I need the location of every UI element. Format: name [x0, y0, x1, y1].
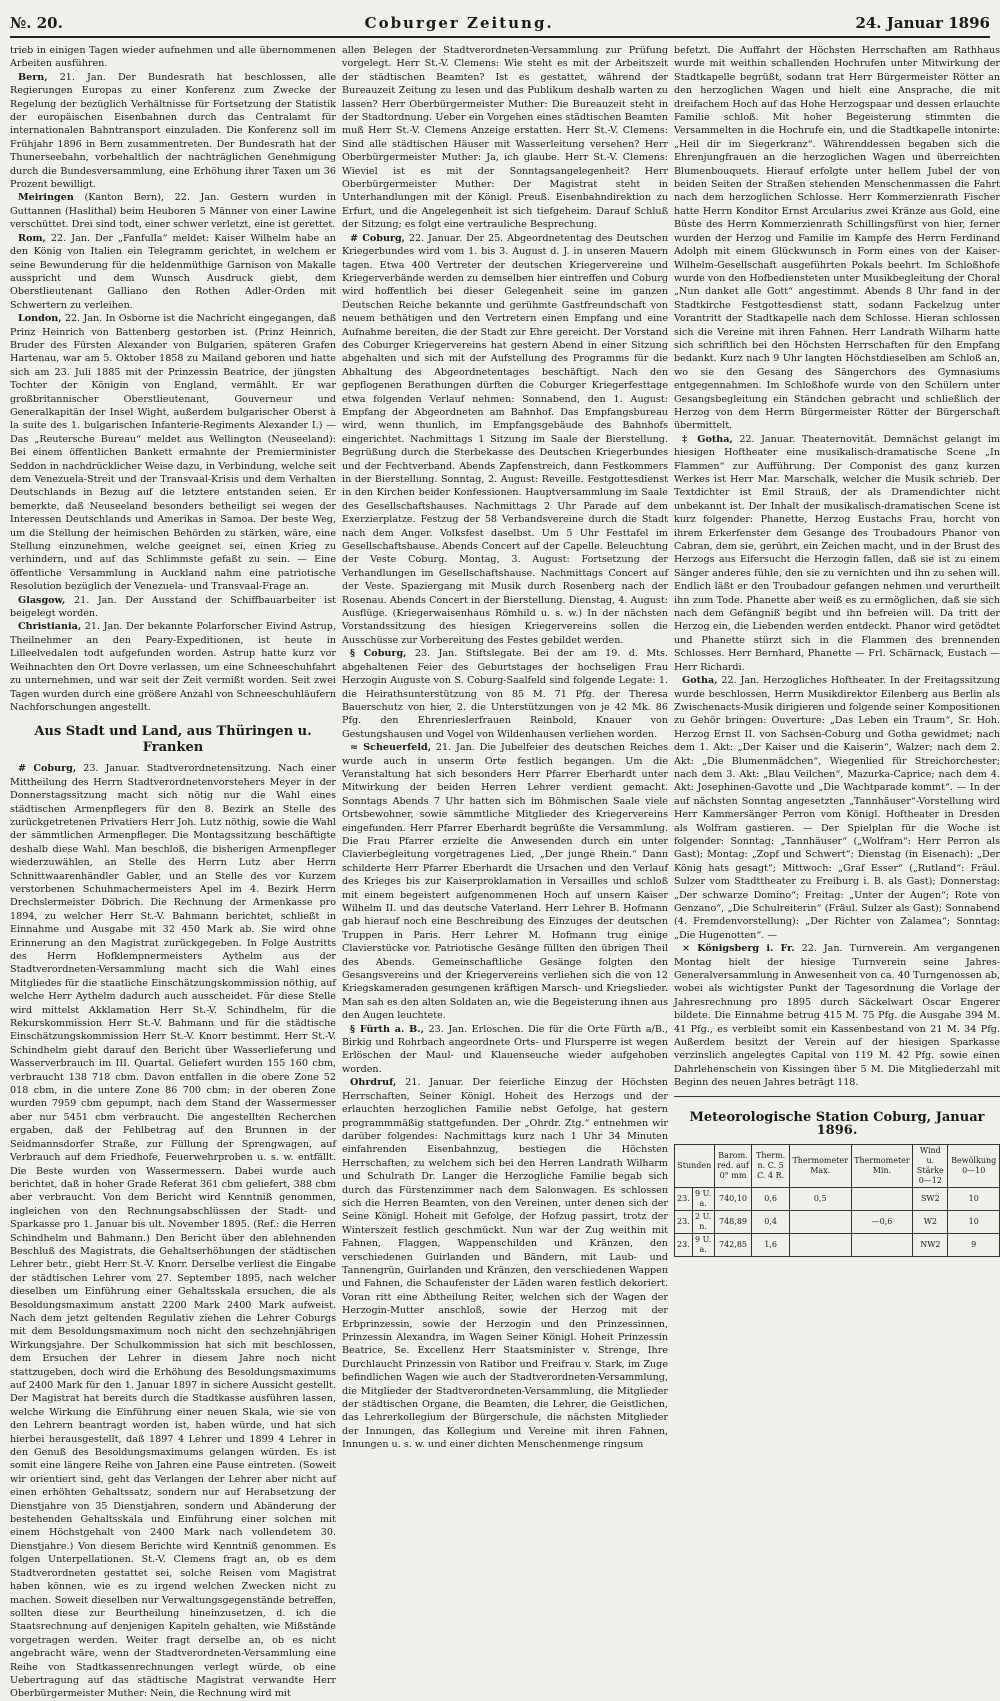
column-1: [10, 44, 337, 1700]
cell: W2: [913, 1210, 948, 1233]
article-text: 22. Jan. Herzogliches Hoftheater. In der Freitagssitzung wurde beschlossen, Herrn Musikdirektor Eilenberg aus Berlin als Zwischenacts-Musik dirigieren und folgende seiner Kompositionen zu Gehör bringen: Ouverture: „Das Leben ein Traum“, Sr. Hoh. Herzog Ernst II. von Sachsen-Coburg und Gotha gewidmet; nach dem 1. Akt: „Der Kaiser und die Kaiserin“, Walzer; nach dem 2. Akt: „Die Blumenmädchen“, Wiegenlied für Streichorchester; nach dem 3. Akt: „Blau Veilchen“, Mazurka-Caprice; nach dem 4. Akt: Josephinen-Gavotte und „Die Wachtparade kommt“. — In der auf nächsten Sonntag angesetzten „Tannhäuser“-Vorstellung wird Herr Kammersänger Perron vom Königl. Hoftheater in Dresden als Wolfram gastieren. — Der Spielplan für die Woche ist folgender: Sonntag: „Tannhäuser“ („Wolfram“: Herr Perron als Gast); Montag: „Zopf und Schwert“; Dienstag (in Eisenach): „Der König hats gesagt“; Mittwoch: „Graf Esser“ („Rutland“: Fräul. Sulzer vom Stadttheater zu Freiburg i. B. als Gast); Donnerstag: „Der schwarze Domino“; Freitag: „Unter der Augen“; Rote von Genzano“, „Die Schulreiterin“ (Fräul. Sulzer als Gast); Sonnabend (4. Fremdenvorstellung): „Der Richter von Zalamea“; Sonntag: „Die Hugenotten“. —: [674, 675, 1000, 941]
col-header: Thermometer Min.: [851, 1144, 913, 1187]
weather-table-header: [675, 1144, 1000, 1187]
article-text: 21. Jan. Der Bundesrath hat beschlossen, alle Regierungen Europas zu einer Konferenz zum Zwecke der Regelung der bezüglich Verhältnisse für Fortsetzung der Statistik der europäischen Eisenbahnen durch das Centralamt für internationalen Bahntransport einzuladen. Die Konferenz soll im Frühjahr 1896 in Bern zusammentreten. Der Bundesrath hat der Thunerseebahn, vorbehaltlich der nachträglichen Genehmigung durch die Bundesversammlung, eine Erhöhung ihrer Taxen um 36 Prozent bewilligt.: [10, 71, 336, 191]
cell: 1,6: [752, 1233, 789, 1256]
article-text: 21. Jan. Die Jubelfeier des deutschen Reiches wurde auch in unserm Orte festlich begangen. Um die Veranstaltung hat sich besonders Herr Pfarrer Eberhardt unter Mitwirkung der beiden Herren Lehrer verdient gemacht. Sonntags Abends 7 Uhr hatten sich im Böhmischen Saale viele Ortsbewohner, sowie sämmtliche Mitglieder des Kriegervereins eingefunden. Herr Pfarrer Eberhardt begrüßte die Versammlung. Die Frau Pfarrer erzielte die Anwesenden durch ein unter Clavierbegleitung vorgetragenes Lied, „Der junge Rhein.“ Dann schilderte Herr Pfarrer Eberhardt die Ursachen und den Verlauf des Krieges bis zur Kaiserproklamation in Versailles und schloß mit einem begeistert aufgenommenen Hoch auf unsern Kaiser Wilhelm II. und das deutsche Vaterland. Herr Lehrer B. Hofmann gab hierauf noch eine Beschreibung des Einzuges der deutschen Truppen in Paris. Herr Lehrer M. Hofmann trug einige Clavierstücke vor. Patriotische Gesänge füllten den übrigen Theil des Abends. Gemeinschaftliche Gesänge folgten den Gesangsvereins und der Kriegervereins verliehen sich die von 12 Kriegskameraden gesungenen kräftigen Marsch- und Kriegslieder. Man sah es den alten Soldaten an, wie die Begeisterung ihnen aus den Augen leuchtete.: [342, 742, 668, 1022]
dateline: London,: [18, 313, 62, 325]
article-text: (Kanton Bern), 22. Jan. Gestern wurden in Guttannen (Haslithal) beim Heuboren 5 Männer von einer Lawine verschüttet. Drei sind todt, einer schwer verletzt, eine ist gerettet.: [10, 192, 336, 231]
cell: 748,89: [714, 1210, 752, 1233]
dateline: Meiringen: [18, 192, 74, 204]
section-heading: Aus Stadt und Land, aus Thüringen u. Franken: [34, 724, 312, 756]
dateline: § Coburg,: [350, 648, 407, 660]
article-fuerth: [342, 1023, 668, 1077]
article-text: 22. Januar. Theaternovität. Demnächst gelangt im hiesigen Hoftheater eine musikalisch-dramatische Scene „In Flammen“ zur Aufführung. Der Componist des ganz kurzen Werkes ist Herr Mar. Marschalk, welcher die Musik schrieb. Der Textdichter ist Emil Strauß, der als Dramendichter nicht unbekannt ist. Der Inhalt der musikalisch-dramatischen Scene ist kurz folgender: Phanette, Herzog Eustachs Frau, horcht von ihrem Erkerfenster dem Gesange des Troubadours Phanor von Cabran, dem sie, gerührt, ein Zeichen macht, und in der Brust des Herzogs aus Eifersucht die Herzogin fallen, daß sie ist zu einem Sänger anderes fühle, den sie zu vernichten und ihn zu sehen will. Endlich läßt er den Troubadour gefangen nehmen und verurtheilt ihn zum Tode. Phanette aber weiß es zu ermöglichen, daß sie sich nach dem Gefängniß begibt und ihn befreien will. Da tritt der Herzog ein, die Liebenden werden entdeckt. Phanor wird getödtet und Phanette stürzt sich in die Flammen des brennenden Schlosses. Herr Bernhard, Phanette — Frl. Schärnack, Eustach — Herr Richardi.: [674, 433, 1000, 673]
dateline: Bern,: [18, 71, 48, 83]
cell: [789, 1233, 851, 1256]
article-koenigsberg: [674, 942, 1000, 1089]
column-2: [342, 44, 668, 1449]
dateline: ≈ Scheuerfeld,: [350, 742, 432, 754]
cell: 9: [948, 1233, 1000, 1256]
table-row: [675, 1210, 1000, 1233]
article-text: 21. Januar. Der feierliche Einzug der Höchsten Herrschaften, Seiner Königl. Hoheit des Herzogs und der erlauchten herzoglichen Familie nebst Gefolge, hat gestern programmmäßig stattgefunden. Der „Ohrdr. Ztg.“ entnehmen wir darüber folgendes: Nachmittags kurz nach 1 Uhr 34 Minuten einfahrenden Eisenbahnzug, bestiegen die Höchsten Herrschaften, zu welchem sich bei den Herren Landrath Wilharm und Schulrath Dr. Langer die Herzogliche Familie begab sich durch das Fürstenzimmer nach dem Salonwagen. Es schlossen sich die Herren Beamten, von den Vereinen, unter denen sich der Seine Königl. Hoheit mit Gefolge, der Hofzug passirt, trotz der Winterszeit festlich geschmückt. Nun war der Zug weithin mit Fahnen, Flaggen, Wappenschilden und Kränzen, den verschiedenen Guirlanden und Bändern, mit Laub- und Tannengrün, Guirlanden und Kränzen, den verschiedenen Wappen und Fahnen, die Schaufenster der Läden waren festlich dekoriert. Voran ritt eine Abtheilung Reiter, welchen sich der Wagen der Herzogin-Mutter anschloß, sowie der Herzog mit der Erbprinzessin, sowie der Herzogin und den Prinzessinnen, Prinzessin Alexandra, im Wagen Seiner Königl. Hoheit Prinzessin Beatrice, Se. Excellenz Herr Staatsminister v. Strenge, Ihre Durchlaucht Prinzessin von Ratibor und Freifrau v. Stark, im Zuge befindlichen Wagen wie auch der Stadtverordneten-Versammlung, die Mitglieder der Stadtverordneten-Versammlung, die Mitglieder der städtischen Organe, die Beamten, die Lehrer, die Geistlichen, das Lehrerkollegium der Bürgerschule, die nächsten Mitglieder der Innungen, das Kollegium und Vereine mit ihren Fahnen, Innungen u. s. w. und einer dichten Menschenmenge ringsum: [342, 1077, 668, 1451]
cell: 2 U. n.: [692, 1210, 714, 1233]
article-text: 22. Januar. Der 25. Abgeordnetentag des Deutschen Kriegerbundes wird vom 1. bis 3. August d. J. in unseren Mauern tagen. Etwa 400 Vertreter der deutschen Kriegervereine und Kriegerverbände werden zu demselben hier eintreffen und Coburg wird hoffentlich bei dieser Gelegenheit seine im ganzen Deutschen Reiche bekannte und gerühmte Gastfreundschaft von neuem bethätigen und den Vertretern einen Empfang und eine Aufnahme bereiten, die der Stadt zur Ehre gereicht. Der Vorstand des Coburger Kriegervereins hat gestern Abend in einer Sitzung abgehalten und sich mit der Aufstellung des Programms für die Abhaltung des Abgeordnetentages beschäftigt. Nach den gepflogenen Berathungen dürften die Coburger Kriegerfesttage etwa folgenden Verlauf nehmen: Sonnabend, den 1. August: Empfang der Abgeordneten am Bahnhof. Das Empfangsbureau wird, wenn thunlich, im Empfangsgebäude des Bahnhofs eingerichtet. Nachmittags 1 Sitzung im Saale der Bierstellung. Begrüßung durch die Sterbekasse des Deutschen Kriegerbundes und der Fechtverband. Abends Zapfenstreich, dann Festkommers in der Bierstellung. Sonntag, 2. August: Reveille. Festgottesdienst in den Kirchen beider Konfessionen. Hauptversammlung im Saale des Gesellschaftshauses. Nachmittags 2 Uhr Parade auf dem Exerzierplatze. Festzug der 58 Verbandsvereine durch die Stadt nach dem Anger. Volksfest daselbst. Um 5 Uhr Festtafel im Gesellschaftshause. Abends Concert auf der Capelle. Beleuchtung der Veste Coburg. Montag, 3. August: Fortsetzung der Verhandlungen im Gesellschaftshause. Nachmittags Concert auf der Veste. Spaziergang mit Musik durch Rosenberg nach der Rosenau. Abends Concert in der Bierstellung. Dienstag, 4. August: Ausflüge. (Kriegerwaisenhaus Römhild u. s. w.) In der nächsten Vorstandssitzung des hiesigen Kriegervereins sollen die Ausschüsse zur Vorbereitung des Festes gebildet werden.: [342, 232, 668, 646]
article-christiania: [10, 620, 336, 714]
article-text: befetzt. Die Auffahrt der Höchsten Herrschaften am Rathhaus wurde mit weithin schallenden Hochrufen unter Mitwirkung der Stadtkapelle begrüßt, sodann trat Herr Bürgermeister Rötter an den herzoglichen Wagen und hielt eine Ansprache, die mit dreifachem Hoch auf das Hohe Herzogspaar und dessen erlauchte Familie schloß. Mit hoher Begeisterung stimmten die Versammelten in die Hochrufe ein, und die Stadtkapelle intonirte: „Heil dir im Siegerkranz“. Währenddessen begaben sich die Ehrenjungfrauen an die herzoglichen Wagen und überreichten Blumenbouquets. Hierauf erfolgte unter hellem Jubel der von beiden Seiten der Straßen stehenden Menschenmassen die Fahrt nach dem herzoglichen Schlosse. Herr Kommerzienrath Fischer hatte Herrn Konditor Ernst Arcularius zwei Kränze aus Gold, eine Büste des Herrn Kommerzienrath Schillingsfürst von hier, ferner wurden der Herzog und Familie im Kampfe des Herrn Ferdinand Adolph mit einem Glückwunsch in Form eines von der Kaiser-Wilhelm-Gesellschaft ausgeführten Pokals beehrt. Im Schloßhofe wurde von den Hofbediensteten unter Musikbegleitung der Choral „Nun danket alle Gott“ angestimmt. Abends 8 Uhr fand in der Stadtkirche Festgottesdienst statt, sodann Fackelzug unter Vorantritt der Stadtkapelle nach dem Schlosse. Hieran schlossen sich die Vereine mit ihren Fahnen. Herr Landrath Wilharm hatte sich schriftlich bei den Höchsten Herrschaften für den Empfang bedankt. Kurz nach 9 Uhr langten Höchstdieselben am Schloß an, wo sie den Gesang des Sängerchors des Gymnasiums entgegennahmen. Im Schloßhofe wurde von den Schülern unter Gesangsbegleitung ein Ständchen gebracht und schließlich der Herzog von dem Herrn Bürgermeister Rötter der Bürgerschaft übermittelt.: [674, 45, 1000, 432]
dateline: Gotha,: [682, 675, 718, 687]
columns: [10, 44, 1000, 1700]
article-coburg-stift: [342, 647, 668, 741]
cell: 740,10: [714, 1187, 752, 1210]
cell: 9 U. a.: [692, 1233, 714, 1256]
divider: [674, 1096, 1000, 1097]
article-text: 21. Jan. Der bekannte Polarforscher Eivind Astrup, Theilnehmer an den Peary-Expeditionen, ist heute in Lilleelvedalen todt aufgefunden worden. Astrup hatte kurz vor Weihnachten den Ort Dovre verlassen, um eine Schneeschuhfahrt zu unternehmen, und war seit der Zeit vermißt worden. Seit zwei Tagen wurden durch eine größere Anzahl von Schneeschuhläufern Nachforschungen angestellt.: [10, 621, 336, 713]
cell: SW2: [913, 1187, 948, 1210]
article-text: 22. Jan. In Osborne ist die Nachricht eingegangen, daß Prinz Heinrich von Battenberg gestorben ist. (Prinz Heinrich, Bruder des Fürsten Alexander von Bulgarien, späteren Grafen Hartenau, war am 5. Oktober 1858 zu Mailand geboren und hatte sich am 23. Juli 1885 mit der Prinzessin Beatrice, der jüngsten Tochter der Königin von England, vermählt. Er war großbritannischer Oberstlieutenant, Gouverneur und Generalkapitän der Insel Wight, außerdem bulgarischer Oberst à la suite des 1. bulgarischen Infanterie-Regiments Alexander I.) — Das „Reutersche Bureau“ meldet aus Wellington (Neuseeland): Bei einem öffentlichen Bankett ermahnte der Premierminister Seddon in nachdrücklicher Weise dazu, in Verbindung, welche seit dem Venezuela-Streit und der Transvaal-Krisis und dem Verhalten Deutschlands in Bezug auf die letztere entstanden seien. Er bemerkte, daß Neuseeland besonders betheiligt sei wegen der Interessen Deutschlands und Amerikas in Samoa. Der beste Weg, um die Stellung der heimischen Behörden zu stärken, wäre, eine Stellung einzunehmen, welche geeignet sei, einen Krieg zu verhindern, und auf das Schlimmste gefaßt zu sein. — Eine öffentliche Versammlung in Auckland nahm eine patriotische Resolution bezüglich der Venezuela- und Transvaal-Frage an.: [10, 313, 336, 593]
dateline: # Coburg,: [350, 232, 406, 244]
article-scheuerfeld: [342, 741, 668, 1023]
article-text: allen Belegen der Stadtverordneten-Versammlung zur Prüfung vorgelegt. Herr St.-V. Clemens: Wie steht es mit der Arbeitszeit der städtischen Beamten? Ist es gestattet, während der Bureauzeit Zeitung zu lesen und das Publikum deshalb warten zu lassen? Herr Oberbürgermeister Muther: Die Bureauzeit steht in der Stadtordnung. Ueber ein Vorgehen eines städtischen Beamten muß Herr St.-V. Clemens Anzeige erstatten. Herr St.-V. Clemens: Sind alle städtischen Häuser mit Wasserleitung versehen? Herr Oberbürgermeister Muther: Ja, ich glaube. Herr St.-V. Clemens: Wieviel ist es mit der Sonntagsangelegenheit? Herr Oberbürgermeister Muther: Der Magistrat steht in Unterhandlungen mit der Königl. Preuß. Eisenbahndirektion zu Erfurt, und die Angelegenheit ist sich tiefgeheim. Darauf Schluß der Sitzung; es folgt eine vertrauliche Besprechung.: [342, 45, 668, 231]
dateline: × Königsberg i. Fr.: [682, 943, 795, 955]
article-london: [10, 312, 336, 594]
dateline: Christiania,: [18, 621, 82, 633]
table-row: [675, 1233, 1000, 1256]
article-meiringen: [10, 191, 336, 231]
cell: —0,6: [851, 1210, 913, 1233]
cell: 10: [948, 1187, 1000, 1210]
weather-table-title: Meteorologische Station Coburg, Januar 1896.: [689, 1109, 985, 1139]
article-text: 22. Jan. Der „Fanfulla“ meldet: Kaiser Wilhelm habe an den König von Italien ein Telegramm gerichtet, in welchem er seine Bewunderung für die heldenmüthige Garnison von Makalle ausspricht und dem Wunsch Ausdruck giebt, dem Oberstlieutenant Galliano den Rothen Adler-Orden mit Schwertern zu verleihen.: [10, 232, 336, 311]
article-gotha-theater: [674, 433, 1000, 674]
article-text: 23. Jan. Stiftslegate. Bei der am 19. d. Mts. abgehaltenen Feier des Geburtstages der hochseligen Frau Herzogin Auguste von S. Coburg-Saalfeld sind folgende Legate: 1. die Heirathsunterstützung von 85 M. 71 Pfg. der Theresa Bauerschutz von hier, 2. die Unterstützungen von je 42 Mk. 86 Pfg. den Ehrenrieslerfrauen Reinbold, Knauer von Gestungshausen und Vogel von Wildenhausen verliehen worden.: [342, 648, 668, 740]
cell: 0,4: [752, 1210, 789, 1233]
cell: [851, 1233, 913, 1256]
dateline: Rom,: [18, 232, 46, 244]
article-text: 22. Jan. Turnverein. Am vergangenen Montag hielt der hiesige Turnverein seine Jahres-Generalversammlung in Anwesenheit von ca. 40 Turngenossen ab, wobei als wichtigster Punkt der Tagesordnung die Vorlage der Jahresrechnung pro 1895 durch Säckelwart Oscar Engerer bildete. Die Einnahme betrug 415 M. 75 Pfg. die Ausgabe 394 M. 41 Pfg., es verbleibt somit ein Kassenbestand von 21 M. 34 Pfg. Außerdem besitzt der Verein auf der hiesigen Sparkasse verzinslich angelegtes Capital von 119 M. 42 Pfg. sowie einen Dahrlehenschein von Kissingen über 5 M. Die Mitgliederzahl mit Beginn des neuen Jahres beträgt 118.: [674, 943, 1000, 1089]
col-header: Therm. n. C. 5 C. 4 R.: [752, 1144, 789, 1187]
article-bern: [10, 71, 336, 192]
dateline: Glasgow,: [18, 594, 66, 606]
newspaper-title: Coburger Zeitung.: [364, 14, 554, 32]
article-text: 23. Jan. Erloschen. Die für die Orte Fürth a/B., Birkig und Rohrbach angeordnete Orts- und Flursperre ist wegen Erlöschen der Maul- und Klauenseuche wieder aufgehoben worden.: [342, 1023, 668, 1075]
column-3: [674, 44, 1000, 1449]
article-text: 23. Januar. Stadtverordnetensitzung. Nach einer Mittheilung des Herrn Stadtverordnetenvorstehers Meyer in der Donnerstagssitzung macht sich nötig nur die Wahl eines städtischen Armenpflegers für den 8. Bezirk an Stelle des zurückgetretenen Privatiers Herr Joh. Lutz nöthig, sowie die Wahl der sämmtlichen Armenpfleger. Die Montagssitzung beschäftigte deshalb diese Wahl. Man beschloß, die bisherigen Armenpfleger wiederzuwählen, an Stelle des Herrn Lutz aber Herrn Schnittwaarenhändler Gabler, und an Stelle des vor Kurzem verstorbenen Schuhmachermeisters Apel im 4. Bezirk Herrn Drechslermeister Döbrich. Die Rechnung der Armenkasse pro 1894, zu welcher Herr St.-V. Bahmann berichtet, schließt in Einnahme und Ausgabe mit 32 450 Mark ab. Sie wird ohne Erinnerung an den Magistrat zurückgegeben. In Folge Austritts des Herrn Hofklempnermeisters Aythelm aus der Stadtverordneten-Versammlung macht sich die Wahl eines Mitgliedes für die staatliche Einschätzungskommission nöthig, auf welche Herr Aythelm dadurch auch ausscheidet. Für diese Stelle wird mittelst Akklamation Herr St.-V. Schindhelm, für die Rekurskommission Herr St.-V. Bahmann und für die städtische Einschätzungskommission Herr St.-V. Knorr bestimmt. Herr St.-V. Schindhelm giebt darauf den Bericht über Wasserlieferung und Wasserverbrauch im III. Quartal. Geliefert wurden 155 160 cbm, verbraucht 138 718 cbm. Davon entfallen in die obere Zone 52 018 cbm, in die untere Zone 86 700 cbm; in der oberen Zone wurden 7959 cbm gepumpt, nach dem Stand der Wassermesser aber nur 5451 cbm verbraucht. Die angestellten Recherchen ergaben, daß der Fehlbetrag auf den Brunnen in der Seidmannsdorfer Straße, zur Füllung der Sprengwagen, auf Verbrauch auf dem Friedhofe, Feuerwehrproben u. s. w. entfällt. Die Beste wurden von Wassermessern. Dabei wurde auch berichtet, daß in hoher Grade Referat 361 cbm geliefert, 388 cbm aber verbraucht. Von dem Bericht wird Kenntniß genommen, ingleichen von den Rechnungsabschlüssen der Stadt- und Sparkasse pro 1. Januar bis ult. November 1895. (Ref.: die Herren Schindhelm und Bahmann.) Den Bericht über den ablehnenden Beschluß des Magistrats, die Gehaltserhöhungen der städtischen Lehrer betr., giebt Herr St.-V. Knorr. Derselbe verliest die Eingabe der städtischen Lehrer vom 27. September 1895, nach welcher dieselben um Einführung einer Gehaltsskala ersuchen, die als Besoldungsmaximum anstatt 2200 Mark 2400 Mark aufweist. Nach dem jetzt geltenden Regulativ ziehen die Lehrer Coburgs mit dem Besoldungsmaximum noch nicht den sechzehnjährigen Wirkungsjahre. Der Schulkommission hat sich mit beschlossen, dem Ersuchen der Lehrer in diesem Jahre noch nicht stattzugeben, doch wird die Erhöhung des Besoldungsmaximums auf 2400 Mark für den 1. Januar 1897 in sichere Aussicht gestellt. Der Magistrat hat bereits durch die Stadtkasse ausführen lassen, welche Wirkung die Einführung einer neuen Skala, wie sie von den Lehrern beantragt worden ist, haben würde, und hat sich hierbei herausgestellt, daß 1897 4 Lehrer und 1899 4 Lehrer in den Genuß des Besoldungsmaximums gelangen würden. Es ist somit eine längere Reihe von Jahren eine Pause eintreten. (Soweit wir orientiert sind, geht das Verlangen der Lehrer aber nicht auf einen erhöhten Gehaltssatz, sondern nur auf Herabsetzung der Dienstjahre von 35 Dienstjahren, sondern und Abänderung der bestehenden Gehaltsskala und Einführung einer solchen mit einem Höchstgehalt von 2400 Mark nach vollendetem 30. Dienstjahre.) Von diesem Berichte wird Kenntniß genommen. Es folgen Unterpellationen. St.-V. Clemens fragt an, ob es dem Stadtverordneten gestattet sei, solche Reisen vom Magistrat haben können, wie es zu irgend welchen Zwecken nicht zu machen. Soweit dieselben nur Verwaltungsgegenstände betreffen, sollten diese zur Beurtheilung hineinzusetzen, d. ich die Staatsrechnung auf denjenigen Kapiteln gehalten, wie Mißstände vorgetragen werden. Weiter fragt derselbe an, ob es nicht angebracht wäre, wenn der Stadtverordneten-Versammlung eine Reihe von Stadtkassenrechnungen verlegt würde, ob eine Uebertragung auf das städtische Magistrat verwandte Herr Oberbürgermeister Muther: Nein, die Rechnung wird mit: [10, 763, 337, 1700]
article-glasgow: [10, 594, 336, 621]
dateline: # Coburg,: [18, 763, 77, 775]
col-header: Thermometer Max.: [789, 1144, 851, 1187]
article-text: 21. Jan. Der Ausstand der Schiffbauarbeiter ist beigelegt worden.: [10, 594, 336, 620]
article-coburg-krieger: [342, 232, 668, 648]
cell: [851, 1187, 913, 1210]
dateline: ‡ Gotha,: [682, 433, 733, 445]
cell: 23.: [675, 1210, 693, 1233]
table-row: [675, 1187, 1000, 1210]
issue-number: №. 20.: [10, 14, 63, 32]
cell: NW2: [913, 1233, 948, 1256]
cell: 0,5: [789, 1187, 851, 1210]
col-header: Barom. red. auf 0° mm: [714, 1144, 752, 1187]
cell: 742,85: [714, 1233, 752, 1256]
cell: 23.: [675, 1233, 693, 1256]
article-rom: [10, 232, 336, 312]
col-header: Wind u. Stärke 0—12: [913, 1144, 948, 1187]
article-text: trieb in einigen Tagen wieder aufnehmen und alle übernommenen Arbeiten ausführen.: [10, 45, 336, 70]
col-header: Bewölkung 0—10: [948, 1144, 1000, 1187]
issue-date: 24. Januar 1896: [855, 14, 990, 32]
cell: 9 U. a.: [692, 1187, 714, 1210]
cell: [789, 1210, 851, 1233]
dateline: Ohrdruf,: [350, 1077, 397, 1089]
dateline: § Fürth a. B.,: [350, 1023, 424, 1035]
cell: 23.: [675, 1187, 693, 1210]
col-header: Stunden: [675, 1144, 715, 1187]
weather-table: [674, 1144, 1000, 1257]
cell: 0,6: [752, 1187, 789, 1210]
cell: 10: [948, 1210, 1000, 1233]
masthead: [10, 8, 990, 38]
article-coburg: [10, 762, 336, 1700]
article-gotha-hoftheater: [674, 674, 1000, 942]
article-ohrdruf: [342, 1076, 668, 1451]
